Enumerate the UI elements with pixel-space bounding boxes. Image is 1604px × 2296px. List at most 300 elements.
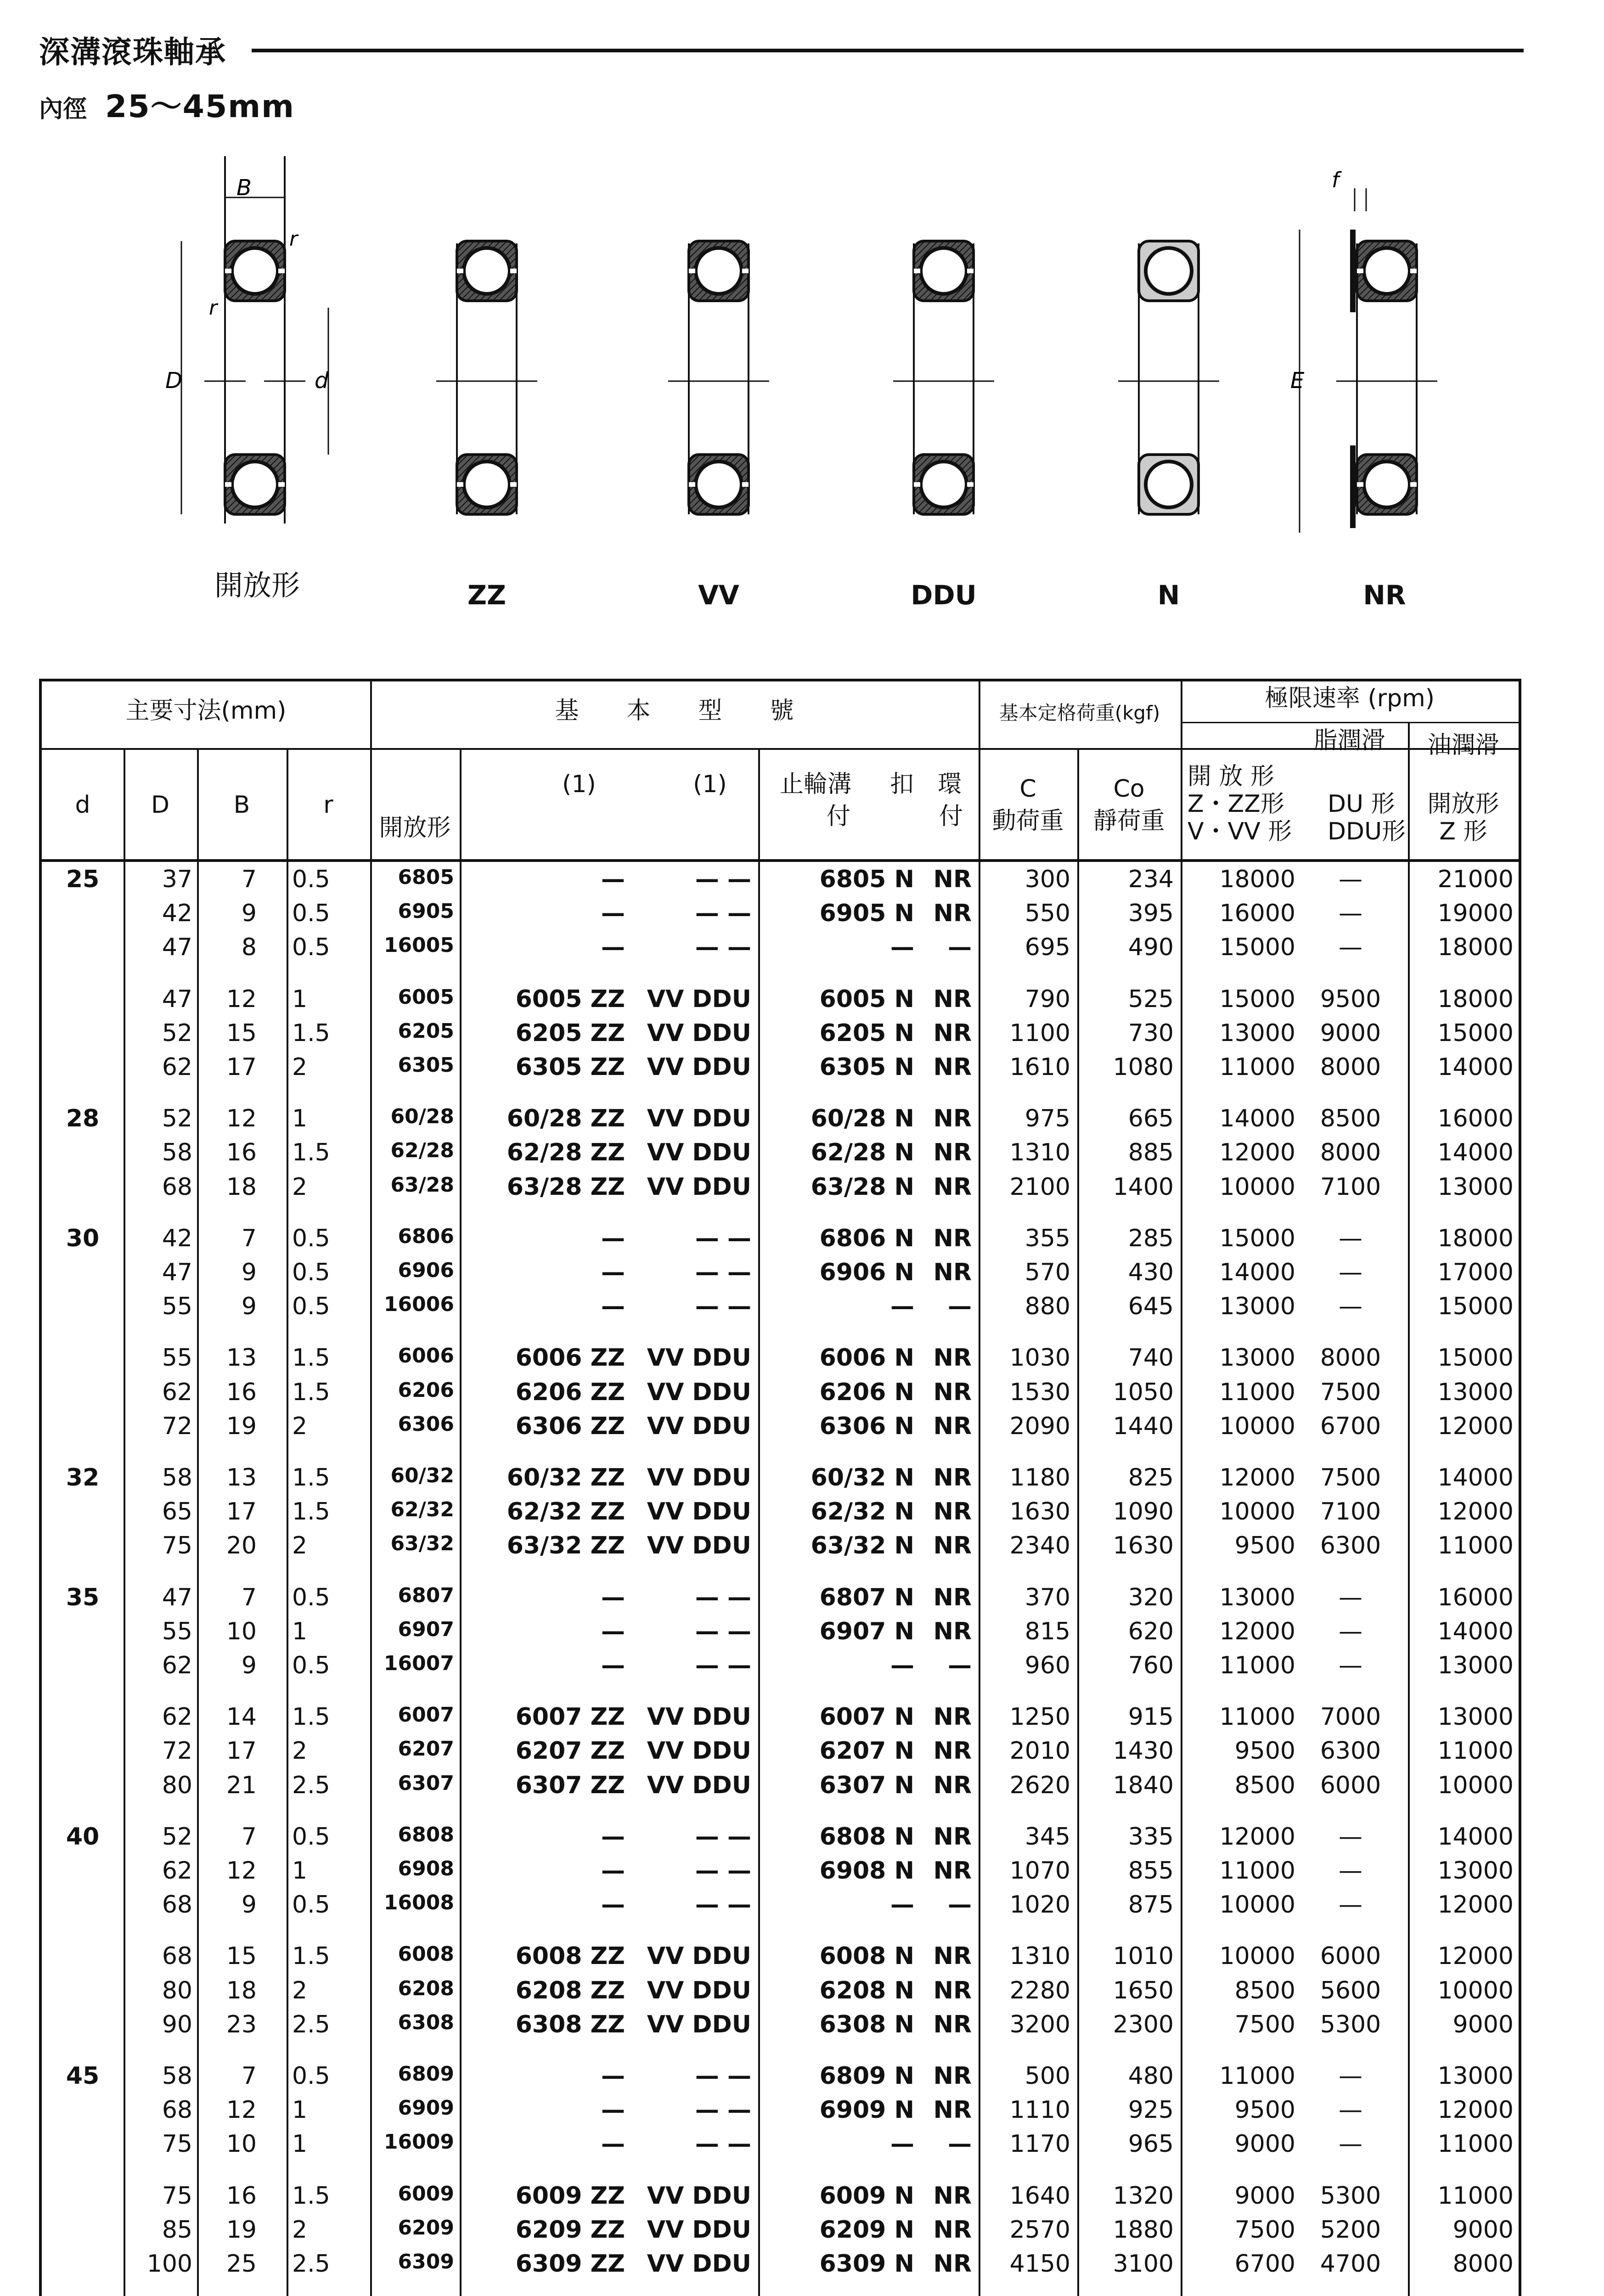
table-cell: 19000 [1437, 900, 1514, 928]
table-cell: — [1339, 1583, 1362, 1611]
table-cell: 68 [162, 1891, 192, 1919]
table-cell: 17000 [1437, 1259, 1514, 1286]
table-cell: — [890, 2130, 914, 2158]
table-cell: — [948, 2130, 972, 2158]
table-cell: 760 [1128, 1652, 1174, 1679]
table-cell: 6906 [398, 1259, 454, 1282]
table-cell: 58 [162, 2062, 192, 2090]
col-rule-snap [979, 681, 980, 2296]
table-cell: 6700 [1320, 1412, 1381, 1440]
hdr-oil-1: 開放形 [1427, 790, 1499, 818]
table-cell: 490 [1128, 934, 1174, 962]
diagram-vv [668, 241, 769, 514]
table-cell: 65 [162, 1498, 192, 1526]
table-cell: 6008 [398, 1942, 454, 1966]
table-cell: 6907 N [819, 1617, 914, 1645]
table-cell: 6009 ZZ [515, 2182, 625, 2210]
table-cell: 790 [1024, 985, 1070, 1013]
table-cell: 2 [292, 1976, 308, 2004]
table-cell: — [1339, 2130, 1362, 2158]
table-cell: 2 [292, 1053, 308, 1081]
table-cell: 1.5 [292, 1703, 330, 1731]
table-cell: 825 [1128, 1464, 1174, 1491]
table-cell: NR [933, 1259, 972, 1286]
table-cell: 62 [162, 1652, 192, 1679]
table-cell: 6306 ZZ [515, 1412, 625, 1440]
table-cell: — [601, 1617, 625, 1645]
table-cell: 37 [162, 866, 192, 893]
table-cell: 1610 [1009, 1053, 1070, 1081]
table-cell: 62/28 [390, 1139, 454, 1163]
table-cell: 80 [162, 1771, 192, 1799]
table-cell: 15 [226, 1942, 257, 1970]
table-cell: 6009 [398, 2182, 454, 2206]
table-cell: NR [933, 1139, 972, 1167]
table-cell: 6307 ZZ [515, 1771, 625, 1799]
hdr-r: r [323, 791, 333, 819]
table-cell: 63/32 ZZ [507, 1532, 625, 1560]
table-cell: NR [933, 985, 972, 1013]
table-cell: 2 [292, 1737, 308, 1765]
table-cell: 480 [1128, 2062, 1174, 2090]
table-cell: — [1339, 934, 1362, 962]
table-cell: — — [695, 2130, 751, 2158]
table-cell: 10 [226, 1617, 257, 1645]
table-cell: — [601, 1259, 625, 1286]
table-cell: — [1339, 866, 1362, 893]
table-cell: 6807 [398, 1583, 454, 1607]
rule-header-2 [42, 859, 1519, 862]
table-cell: 10000 [1219, 1412, 1295, 1440]
table-cell: 6205 [398, 1019, 454, 1043]
table-cell: 6300 [1320, 1532, 1381, 1560]
hdr-oil: 油潤滑 [1427, 732, 1499, 759]
table-cell: 68 [162, 1173, 192, 1201]
table-cell: — — [695, 866, 751, 893]
dim-B-label: B [236, 175, 252, 201]
table-cell: 11000 [1219, 1857, 1295, 1885]
table-cell: 6207 [398, 1737, 454, 1761]
table-cell: NR [933, 1378, 972, 1406]
hdr-main-dims: 主要寸法(mm) [125, 697, 287, 725]
table-cell: 815 [1024, 1617, 1070, 1645]
table-cell: 9000 [1320, 1019, 1381, 1047]
table-cell: — [601, 900, 625, 928]
table-cell: 7 [241, 1583, 257, 1611]
table-cell: 90 [162, 2010, 192, 2038]
table-cell: — — [695, 2062, 751, 2090]
table-cell: 6809 N [819, 2062, 914, 2090]
page-subtitle [39, 82, 295, 126]
table-cell: 1250 [1009, 1703, 1070, 1731]
hdr-ring-b: 付 [939, 803, 963, 830]
table-cell: 1170 [1009, 2130, 1070, 2158]
table-cell: 2280 [1009, 1976, 1070, 2004]
table-cell: 6309 [398, 2250, 454, 2273]
table-cell: 58 [162, 1139, 192, 1167]
hdr-Co: Co [1113, 775, 1145, 803]
table-cell: 915 [1128, 1703, 1174, 1731]
table-cell: 12 [226, 985, 257, 1013]
hdr-basic-model: 基 本 型 號 [555, 697, 794, 725]
table-cell: 5600 [1320, 1976, 1381, 2004]
table-cell: 6907 [398, 1617, 454, 1641]
table-cell: VV DDU [647, 1173, 751, 1201]
table-cell: 18000 [1437, 985, 1514, 1013]
table-cell: 880 [1024, 1293, 1070, 1321]
table-cell: 6205 ZZ [515, 1019, 625, 1047]
table-cell: 12000 [1219, 1139, 1295, 1167]
table-cell: 10000 [1219, 1942, 1295, 1970]
table-cell: — — [695, 1293, 751, 1321]
table-cell: — [601, 1583, 625, 1611]
table-cell: — [601, 1652, 625, 1679]
table-cell: 13000 [1219, 1344, 1295, 1372]
table-cell: 23 [226, 2010, 257, 2038]
table-cell: 52 [162, 1823, 192, 1851]
table-cell: NR [933, 1857, 972, 1885]
table-cell: 285 [1128, 1224, 1174, 1252]
table-cell: 6005 ZZ [515, 985, 625, 1013]
table-cell: VV DDU [647, 985, 751, 1013]
table-cell: 320 [1128, 1583, 1174, 1611]
table-cell: 10000 [1219, 1891, 1295, 1919]
table-cell: VV DDU [647, 1105, 751, 1133]
subtitle-range: 25〜45mm [105, 89, 295, 125]
table-cell: 6305 ZZ [515, 1053, 625, 1081]
table-cell: — [1339, 1259, 1362, 1286]
dim-r-top-label: r [289, 227, 298, 251]
table-cell: 6309 N [819, 2250, 914, 2278]
table-cell: NR [933, 1823, 972, 1851]
table-cell: 6906 N [819, 1259, 914, 1286]
table-cell: 62/32 [390, 1498, 454, 1522]
table-cell: 6700 [1234, 2250, 1295, 2278]
table-cell: NR [933, 2062, 972, 2090]
table-cell: 10000 [1437, 1771, 1514, 1799]
table-cell: VV DDU [647, 1139, 751, 1167]
table-cell: 16006 [383, 1293, 454, 1317]
table-cell: 6308 ZZ [515, 2010, 625, 2038]
hdr-note1b: (1) [693, 771, 727, 798]
table-cell: 14000 [1219, 1259, 1295, 1286]
table-cell: 6000 [1320, 1771, 1381, 1799]
group-d-value: 45 [66, 2062, 100, 2090]
table-cell: — [601, 1224, 625, 1252]
table-cell: NR [933, 1617, 972, 1645]
table-cell: 1 [292, 2130, 308, 2158]
table-cell: 10000 [1219, 1173, 1295, 1201]
diagram-n [1118, 241, 1219, 514]
table-cell: 1440 [1113, 1412, 1174, 1440]
table-cell: 62/32 ZZ [507, 1498, 625, 1526]
table-cell: 12 [226, 2096, 257, 2124]
table-cell: 3100 [1113, 2250, 1174, 2278]
table-cell: 15000 [1219, 934, 1295, 962]
table-cell: 15000 [1437, 1344, 1514, 1372]
table-cell: 2570 [1009, 2216, 1070, 2244]
table-cell: 7500 [1320, 1464, 1381, 1491]
table-cell: 11000 [1219, 2062, 1295, 2090]
table-cell: 6805 [398, 866, 454, 889]
hdr-note1a: (1) [562, 771, 596, 798]
hdr-limit-speed: 極限速率 (rpm) [1264, 685, 1435, 712]
table-cell: 47 [162, 1259, 192, 1286]
dim-f-label: f [1332, 168, 1339, 192]
table-cell: 11000 [1437, 2130, 1514, 2158]
table-cell: 18 [226, 1976, 257, 2004]
table-cell: 13000 [1219, 1293, 1295, 1321]
table-cell: VV DDU [647, 1412, 751, 1440]
table-cell: 6205 N [819, 1019, 914, 1047]
table-cell: VV DDU [647, 2182, 751, 2210]
table-cell: — [948, 1652, 972, 1679]
table-cell: 62/32 N [810, 1498, 914, 1526]
table-cell: 60/32 [390, 1464, 454, 1487]
table-cell: 645 [1128, 1293, 1174, 1321]
table-cell: 1840 [1113, 1771, 1174, 1799]
table-cell: — — [695, 1857, 751, 1885]
table-cell: 0.5 [292, 2062, 330, 2090]
table-cell: 16005 [383, 934, 454, 957]
table-cell: — [1339, 1293, 1362, 1321]
table-cell: 80 [162, 1976, 192, 2004]
hdr-open-type: 開放形 [379, 814, 451, 842]
table-cell: 12 [226, 1105, 257, 1133]
table-cell: 7 [241, 2062, 257, 2090]
col-rule-B [287, 748, 288, 2296]
table-cell: 6000 [1320, 1942, 1381, 1970]
table-cell: 6305 N [819, 1053, 914, 1081]
table-cell: 16007 [383, 1652, 454, 1675]
table-cell: — [1339, 1224, 1362, 1252]
table-cell: NR [933, 2010, 972, 2038]
diagram-zz [436, 241, 537, 514]
table-cell: 11000 [1219, 1378, 1295, 1406]
table-cell: — [1339, 1857, 1362, 1885]
table-cell: 335 [1128, 1823, 1174, 1851]
table-cell: 885 [1128, 1139, 1174, 1167]
table-cell: 16000 [1437, 1105, 1514, 1133]
table-cell: 63/28 ZZ [507, 1173, 625, 1201]
caption-zz: ZZ [467, 580, 507, 611]
table-cell: — — [695, 1617, 751, 1645]
table-cell: VV DDU [647, 1737, 751, 1765]
table-cell: 620 [1128, 1617, 1174, 1645]
table-cell: 15000 [1437, 1019, 1514, 1047]
table-cell: — — [695, 1891, 751, 1919]
table-cell: NR [933, 1737, 972, 1765]
table-cell: 60/32 ZZ [507, 1464, 625, 1491]
table-cell: 1630 [1009, 1498, 1070, 1526]
table-cell: NR [933, 2216, 972, 2244]
table-cell: 370 [1024, 1583, 1070, 1611]
table-cell: NR [933, 1344, 972, 1372]
table-cell: 17 [226, 1498, 257, 1526]
table-cell: 0.5 [292, 1224, 330, 1252]
table-cell: 7 [241, 1224, 257, 1252]
table-cell: — [890, 1652, 914, 1679]
table-cell: NR [933, 1105, 972, 1133]
table-cell: 6206 ZZ [515, 1378, 625, 1406]
table-cell: 2010 [1009, 1737, 1070, 1765]
table-cell: 16 [226, 1139, 257, 1167]
table-cell: 16009 [383, 2130, 454, 2154]
table-cell: 9000 [1234, 2130, 1295, 2158]
hdr-grease-open-2: Z・ZZ形 [1188, 790, 1284, 818]
table-cell: NR [933, 1703, 972, 1731]
group-d-value: 28 [66, 1105, 100, 1133]
hdr-grease-du-2: DDU形 [1328, 818, 1406, 845]
table-cell: 7100 [1320, 1173, 1381, 1201]
table-cell: 2300 [1113, 2010, 1174, 2038]
table-cell: 7500 [1234, 2010, 1295, 2038]
table-cell: 1880 [1113, 2216, 1174, 2244]
table-cell: 52 [162, 1105, 192, 1133]
table-cell: 6007 [398, 1703, 454, 1727]
table-cell: 740 [1128, 1344, 1174, 1372]
table-cell: 1310 [1009, 1942, 1070, 1970]
table-cell: 1.5 [292, 1498, 330, 1526]
table-cell: 20 [226, 1532, 257, 1560]
hdr-grease: 脂潤滑 [1313, 727, 1385, 754]
table-cell: 11000 [1437, 2182, 1514, 2210]
table-cell: — [1339, 1823, 1362, 1851]
table-cell: 12000 [1219, 1823, 1295, 1851]
table-cell: 6208 N [819, 1976, 914, 2004]
table-cell: 42 [162, 900, 192, 928]
table-cell: 8000 [1320, 1053, 1381, 1081]
table-cell: 6206 N [819, 1378, 914, 1406]
table-cell: 13000 [1437, 1857, 1514, 1885]
table-cell: 6209 [398, 2216, 454, 2240]
diagram-ddu [893, 241, 994, 514]
table-cell: 6808 N [819, 1823, 914, 1851]
dim-D-label: D [165, 368, 182, 394]
table-cell: 14000 [1437, 1823, 1514, 1851]
table-cell: 6307 [398, 1771, 454, 1795]
table-cell: 52 [162, 1019, 192, 1047]
table-cell: — [1339, 900, 1362, 928]
caption-open: 開放形 [214, 568, 300, 602]
table-cell: 6008 N [819, 1942, 914, 1970]
table-cell: 0.5 [292, 866, 330, 893]
table-cell: 13000 [1437, 1652, 1514, 1679]
table-cell: 63/28 [390, 1173, 454, 1197]
table-cell: 8500 [1234, 1976, 1295, 2004]
table-cell: 8500 [1234, 1771, 1295, 1799]
dim-r-side-label: r [209, 296, 218, 320]
table-cell: 1 [292, 2096, 308, 2124]
table-cell: 75 [162, 2130, 192, 2158]
table-cell: 9500 [1234, 1737, 1295, 1765]
table-cell: 62 [162, 1053, 192, 1081]
table-cell: 6006 ZZ [515, 1344, 625, 1372]
table-cell: 1.5 [292, 1942, 330, 1970]
table-cell: 10 [226, 2130, 257, 2158]
table-cell: 2 [292, 1173, 308, 1201]
hdr-B: B [233, 791, 250, 819]
table-cell: 1650 [1113, 1976, 1174, 2004]
table-cell: 12000 [1437, 1942, 1514, 1970]
table-cell: 60/28 [390, 1105, 454, 1129]
col-rule-grease [1408, 722, 1410, 2296]
table-cell: 1430 [1113, 1737, 1174, 1765]
table-cell: 2620 [1009, 1771, 1070, 1799]
table-cell: 85 [162, 2216, 192, 2244]
table-cell: 9500 [1234, 2096, 1295, 2124]
table-cell: NR [933, 1771, 972, 1799]
table-cell: NR [933, 1053, 972, 1081]
table-cell: 6005 [398, 985, 454, 1009]
table-cell: — [1339, 2062, 1362, 2090]
diagram-open [165, 156, 329, 523]
table-cell: 60/28 ZZ [507, 1105, 625, 1133]
table-cell: 6806 [398, 1224, 454, 1248]
table-cell: 6008 ZZ [515, 1942, 625, 1970]
table-cell: VV DDU [647, 1378, 751, 1406]
table-cell: 1010 [1113, 1942, 1174, 1970]
table-cell: 2100 [1009, 1173, 1070, 1201]
table-cell: 6905 [398, 900, 454, 923]
table-cell: 12000 [1219, 1617, 1295, 1645]
table-cell: 2090 [1009, 1412, 1070, 1440]
table-cell: 62 [162, 1378, 192, 1406]
table-cell: 25 [226, 2250, 257, 2278]
table-cell: 16008 [383, 1891, 454, 1915]
table-cell: 14 [226, 1703, 257, 1731]
table-cell: 9000 [1234, 2182, 1295, 2210]
subtitle-label: 內徑 [39, 96, 87, 123]
table-cell: 500 [1024, 2062, 1070, 2090]
table-cell: — — [695, 934, 751, 962]
table-cell: VV DDU [647, 2250, 751, 2278]
table-cell: NR [933, 2250, 972, 2278]
table-cell: NR [933, 1464, 972, 1491]
table-cell: 6208 ZZ [515, 1976, 625, 2004]
table-cell: 62/28 N [810, 1139, 914, 1167]
table-cell: 11000 [1219, 1053, 1295, 1081]
table-cell: 16 [226, 2182, 257, 2210]
table-cell: 63/32 N [810, 1532, 914, 1560]
table-cell: 6209 ZZ [515, 2216, 625, 2244]
table-cell: 42 [162, 1224, 192, 1252]
table-cell: 14000 [1437, 1139, 1514, 1167]
table-cell: 525 [1128, 985, 1174, 1013]
table-cell: 15000 [1219, 1224, 1295, 1252]
table-cell: — [890, 934, 914, 962]
page-title: 深溝滾珠軸承 [39, 34, 226, 70]
dim-d-label: d [315, 368, 329, 394]
table-cell: 6908 N [819, 1857, 914, 1885]
table-cell: 12000 [1437, 1891, 1514, 1919]
table-cell: 16 [226, 1378, 257, 1406]
table-cell: NR [933, 1173, 972, 1201]
hdr-oil-2: Z 形 [1439, 818, 1487, 845]
hdr-grease-open-1: 開 放 形 [1188, 763, 1275, 790]
diagram-nr [1290, 168, 1437, 533]
table-cell: 1020 [1009, 1891, 1070, 1919]
table-cell: 6808 [398, 1823, 454, 1846]
table-cell: 0.5 [292, 1891, 330, 1919]
table-cell: 62 [162, 1857, 192, 1885]
table-cell: 14000 [1437, 1617, 1514, 1645]
table-cell: 1090 [1113, 1498, 1174, 1526]
table-cell: 55 [162, 1293, 192, 1321]
table-cell: 1 [292, 1857, 308, 1885]
table-cell: — [601, 1891, 625, 1919]
table-cell: 925 [1128, 2096, 1174, 2124]
